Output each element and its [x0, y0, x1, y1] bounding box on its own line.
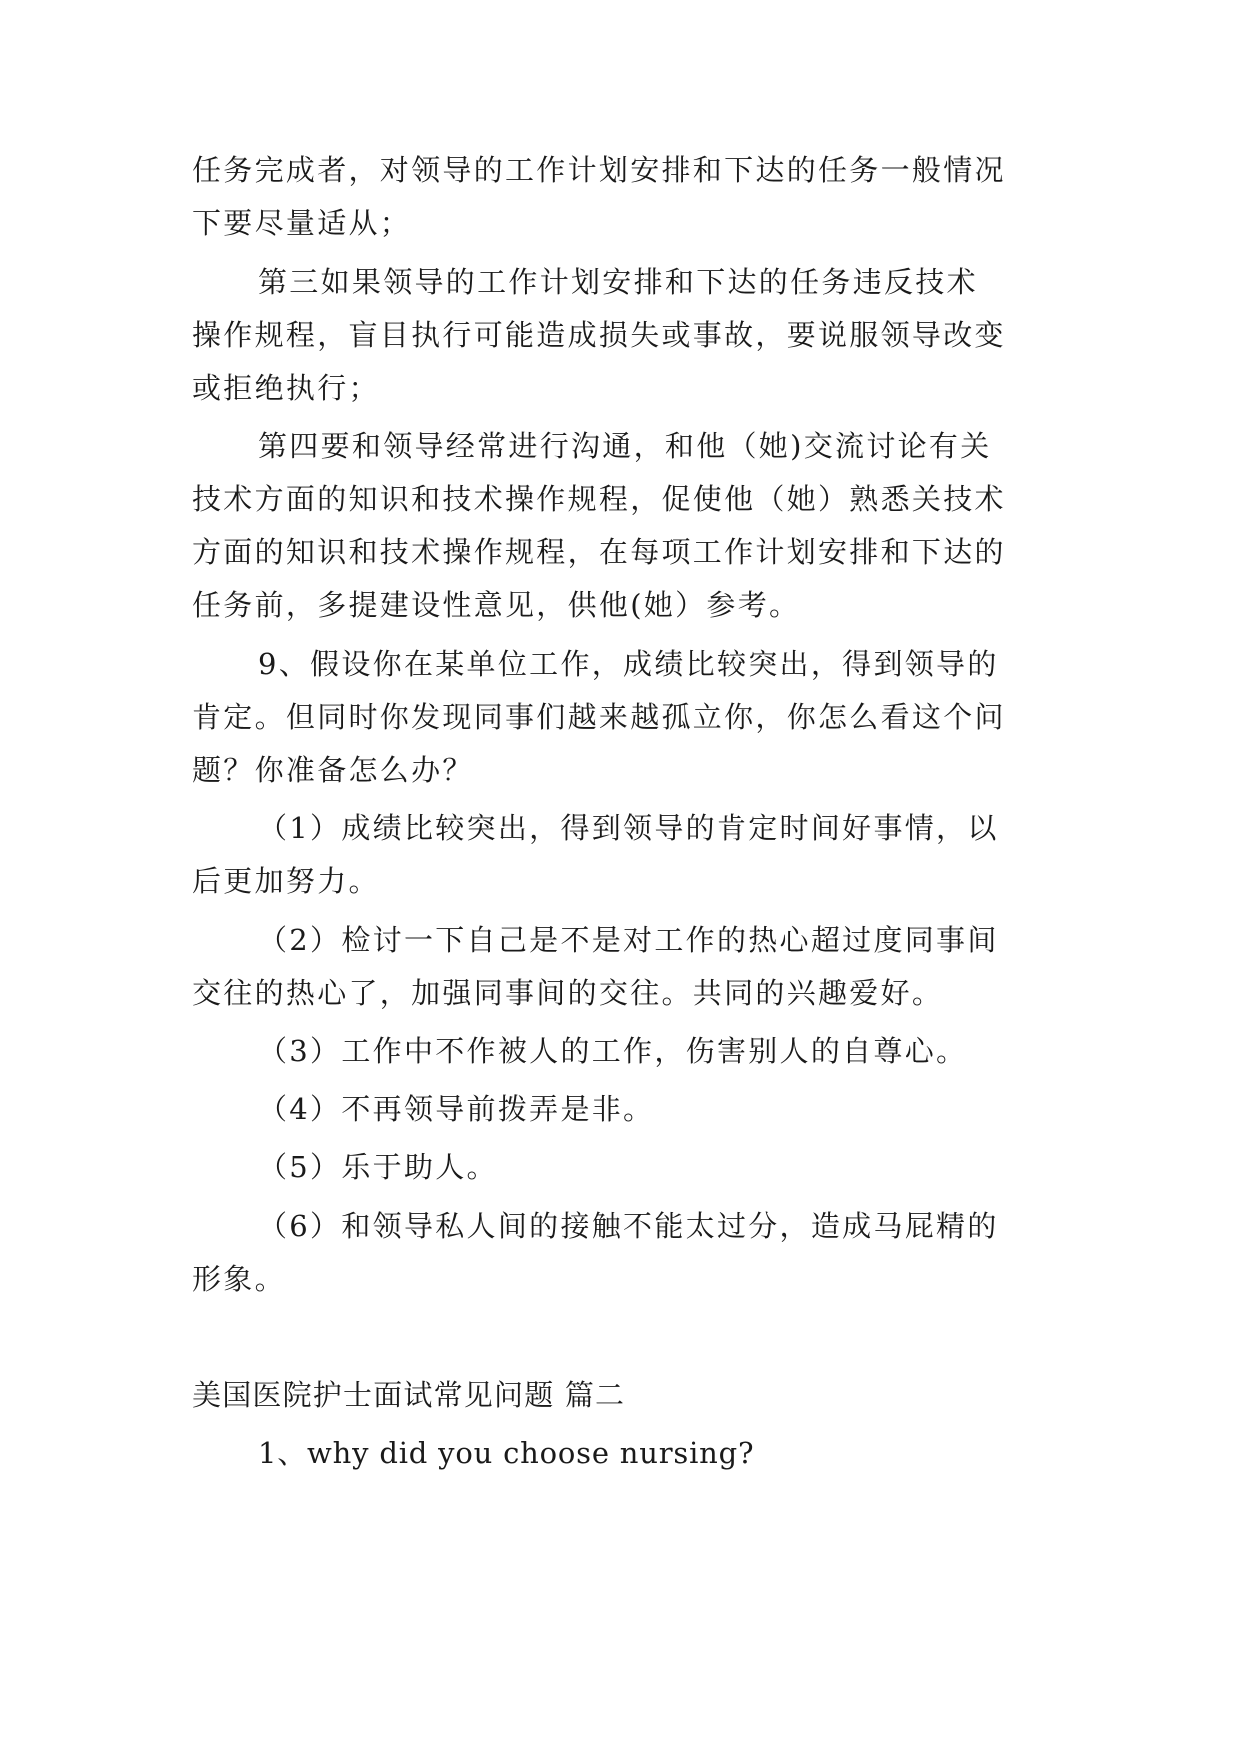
paragraph-line: 任务前，多提建设性意见，供他(她）参考。: [192, 588, 801, 622]
paragraph-line: 操作规程，盲目执行可能造成损失或事故，要说服领导改变: [192, 318, 1006, 352]
paragraph-line: （1）成绩比较突出，得到领导的肯定时间好事情，以: [258, 811, 999, 845]
paragraph-line: （6）和领导私人间的接触不能太过分，造成马屁精的: [258, 1209, 999, 1243]
paragraph-line: 或拒绝执行；: [192, 371, 380, 405]
paragraph-line: 方面的知识和技术操作规程，在每项工作计划安排和下达的: [192, 535, 1006, 569]
paragraph-line: 后更加努力。: [192, 864, 380, 898]
paragraph-line: 任务完成者，对领导的工作计划安排和下达的任务一般情况: [192, 153, 1006, 187]
paragraph-line: 题？你准备怎么办？: [192, 753, 474, 787]
paragraph-line: （5）乐于助人。: [258, 1150, 498, 1184]
paragraph-line: 第三如果领导的工作计划安排和下达的任务违反技术: [258, 265, 978, 299]
paragraph-line: （3）工作中不作被人的工作，伤害别人的自尊心。: [258, 1034, 968, 1068]
paragraph-line: 技术方面的知识和技术操作规程，促使他（她）熟悉关技术: [192, 482, 1006, 516]
paragraph-line: 9、假设你在某单位工作，成绩比较突出，得到领导的: [258, 647, 999, 681]
paragraph-line: 下要尽量适从；: [192, 206, 412, 240]
paragraph-line: 第四要和领导经常进行沟通，和他（她)交流讨论有关: [258, 429, 992, 463]
paragraph-line: 交往的热心了，加强同事间的交往。共同的兴趣爱好。: [192, 976, 944, 1010]
question-line: 1、why did you choose nursing?: [258, 1436, 755, 1470]
paragraph-line: 形象。: [192, 1262, 286, 1296]
paragraph-line: （2）检讨一下自己是不是对工作的热心超过度同事间: [258, 923, 999, 957]
paragraph-line: （4）不再领导前拨弄是非。: [258, 1092, 655, 1126]
section-heading: 美国医院护士面试常见问题 篇二: [192, 1378, 626, 1412]
paragraph-line: 肯定。但同时你发现同事们越来越孤立你，你怎么看这个问: [192, 700, 1006, 734]
